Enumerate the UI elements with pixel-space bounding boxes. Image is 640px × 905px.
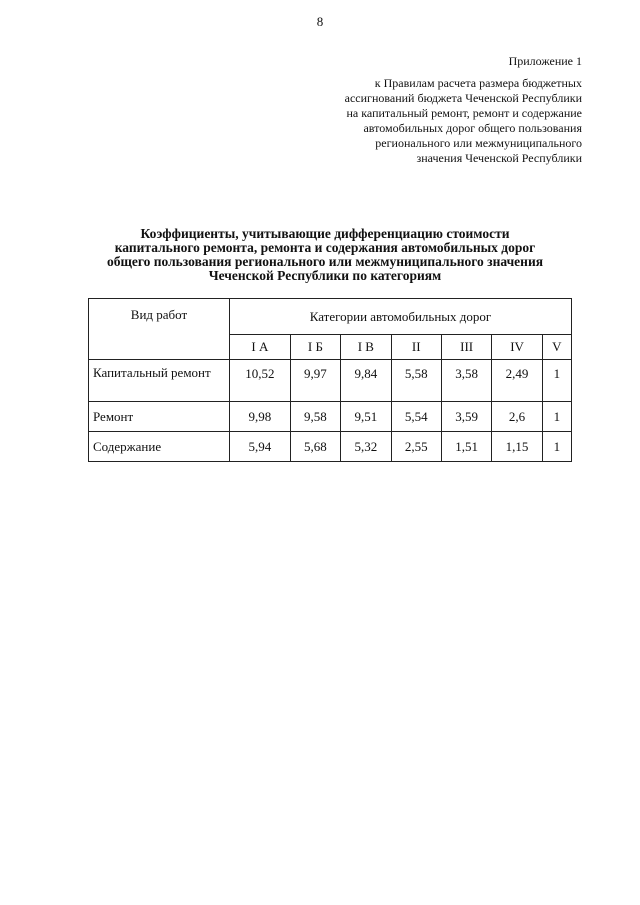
value-cell: 1 <box>542 360 571 402</box>
value-cell: 3,59 <box>441 402 491 432</box>
value-cell: 9,84 <box>341 360 391 402</box>
appendix-title: Приложение 1 <box>508 54 582 68</box>
appendix-line: к Правилам расчета размера бюджетных <box>374 76 582 90</box>
value-cell: 1,15 <box>492 432 542 462</box>
title-line: капитального ремонта, ремонта и содержания автомобильных дорог <box>114 240 536 255</box>
appendix-block <box>282 54 582 166</box>
appendix-line: регионального или межмуниципального <box>375 136 582 150</box>
value-cell: 2,6 <box>492 402 542 432</box>
category-5-header: V <box>542 335 571 360</box>
value-cell: 5,58 <box>391 360 441 402</box>
document-title <box>60 227 590 283</box>
value-cell: 2,55 <box>391 432 441 462</box>
value-cell: 9,58 <box>290 402 340 432</box>
value-cell: 2,49 <box>492 360 542 402</box>
value-cell: 5,32 <box>341 432 391 462</box>
value-cell: 9,97 <box>290 360 340 402</box>
work-type-cell: Содержание <box>89 432 230 462</box>
title-line: Чеченской Республики по категориям <box>208 268 442 283</box>
value-cell: 3,58 <box>441 360 491 402</box>
value-cell: 9,98 <box>230 402 291 432</box>
title-line: общего пользования регионального или межмуниципального значения <box>106 254 544 269</box>
work-type-cell: Ремонт <box>89 402 230 432</box>
category-4-header: IV <box>492 335 542 360</box>
table-row <box>89 360 572 402</box>
coefficients-table <box>88 298 572 462</box>
value-cell: 10,52 <box>230 360 291 402</box>
table-header-row <box>89 299 572 335</box>
appendix-line: на капитальный ремонт, ремонт и содержание <box>346 106 582 120</box>
value-cell: 5,68 <box>290 432 340 462</box>
page-number: 8 <box>316 14 324 29</box>
appendix-line: значения Чеченской Республики <box>416 151 582 165</box>
value-cell: 5,94 <box>230 432 291 462</box>
category-iii-header: III <box>441 335 491 360</box>
category-iv-header: I В <box>341 335 391 360</box>
value-cell: 9,51 <box>341 402 391 432</box>
work-type-cell: Капитальный ремонт <box>89 360 230 402</box>
value-cell: 5,54 <box>391 402 441 432</box>
value-cell: 1,51 <box>441 432 491 462</box>
work-type-header: Вид работ <box>89 299 230 360</box>
appendix-line: ассигнований бюджета Чеченской Республики <box>344 91 582 105</box>
table-row <box>89 432 572 462</box>
category-ii-header: II <box>391 335 441 360</box>
value-cell: 1 <box>542 432 571 462</box>
table-row <box>89 402 572 432</box>
category-ib-header: I Б <box>290 335 340 360</box>
category-ia-header: I А <box>230 335 291 360</box>
value-cell: 1 <box>542 402 571 432</box>
appendix-line: автомобильных дорог общего пользования <box>363 121 582 135</box>
category-header: Категории автомобильных дорог <box>230 299 572 335</box>
title-line: Коэффициенты, учитывающие дифференциацию стоимости <box>140 226 510 241</box>
